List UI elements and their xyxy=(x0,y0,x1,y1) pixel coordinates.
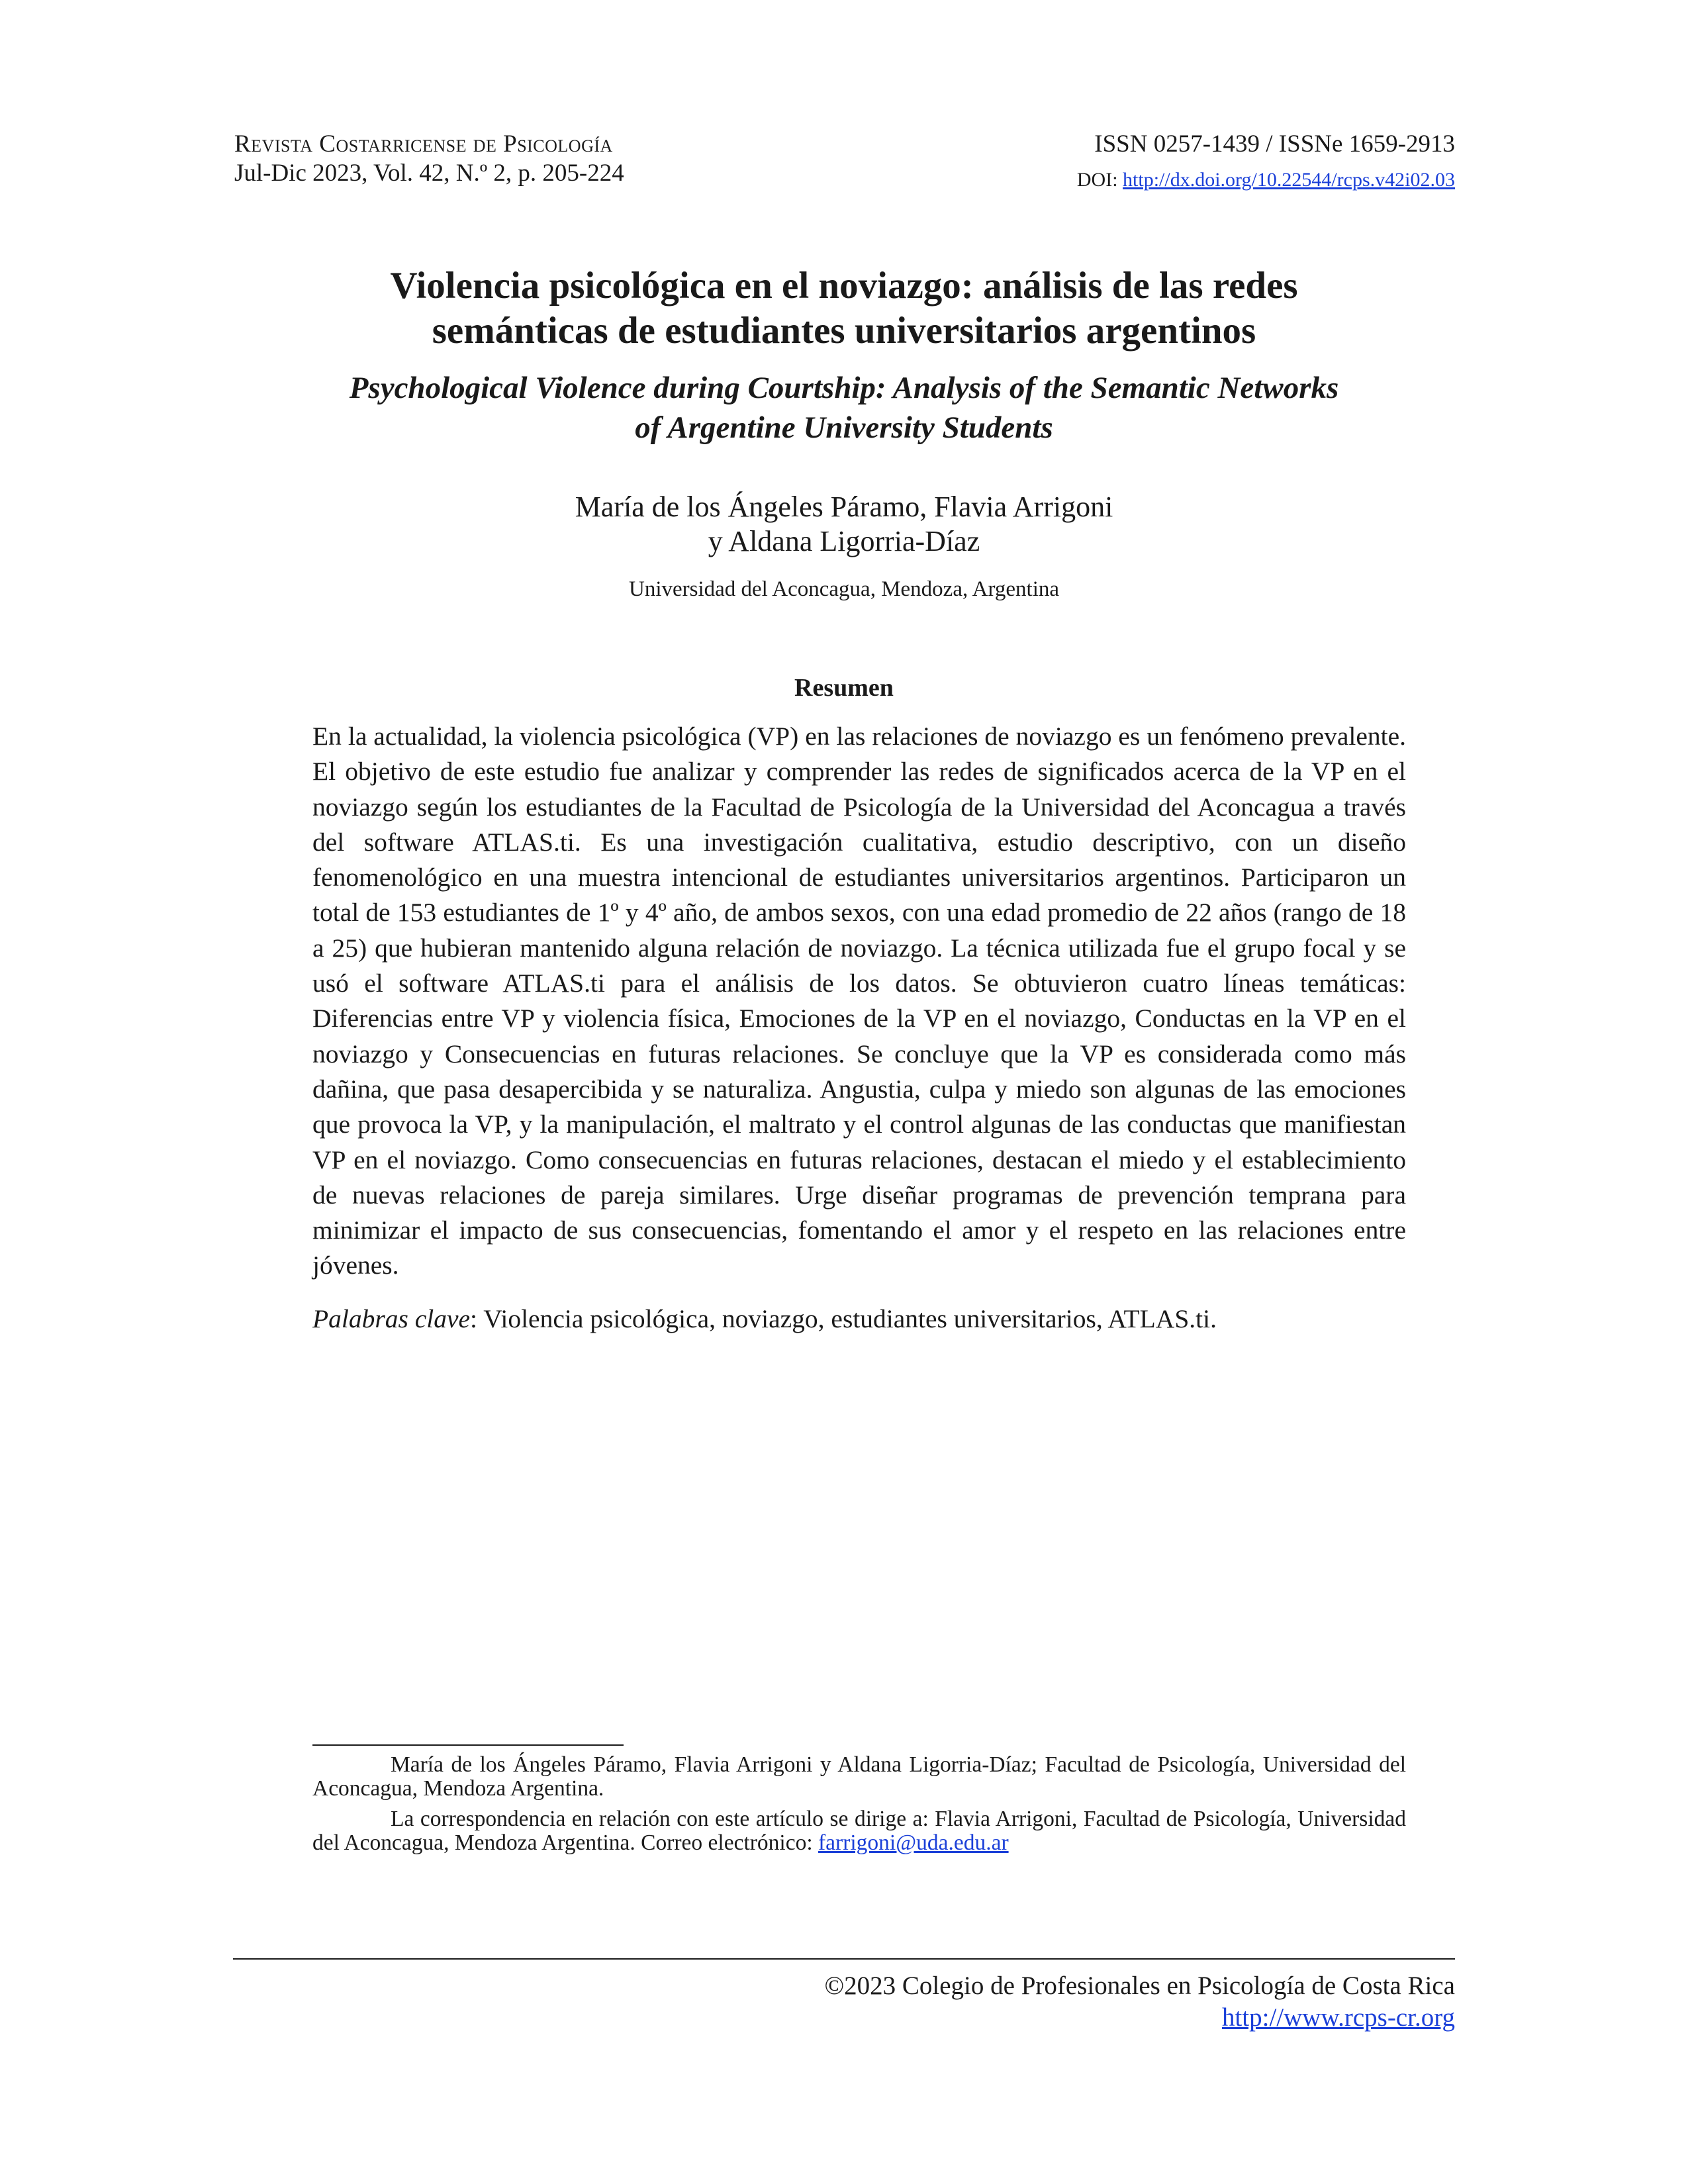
journal-name: Revista Costarricense de Psicología xyxy=(234,130,613,158)
journal-identifiers xyxy=(1077,130,1455,193)
article-title-line: Violencia psicológica en el noviazgo: análisis de las redes xyxy=(390,265,1298,307)
footnote-authors: María de los Ángeles Páramo, Flavia Arrigoni y Aldana Ligorria-Díaz; Facultad de Psicología, Universidad del Aconcagua, Mendoza Argentina. xyxy=(312,1752,1406,1801)
abstract-text: En la actualidad, la violencia psicológica (VP) en las relaciones de noviazgo es un fenómeno prevalente. El objetivo de este estudio fue analizar y comprender las redes de significados acerca de la VP en el noviazgo según los estudiantes de la Facultad de Psicología de la Universidad del Aconcagua a través del software ATLAS.ti. Es una investigación cualitativa, estudio descriptivo, con un diseño fenomenológico en una muestra intencional de estudiantes universitarios argentinos. Participaron un total de 153 estudiantes de 1º y 4º año, de ambos sexos, con una edad promedio de 22 años (rango de 18 a 25) que hubieran mantenido alguna relación de noviazgo. La técnica utilizada fue el grupo focal y se usó el software ATLAS.ti para el análisis de los datos. Se obtuvieron cuatro líneas temáticas: Diferencias entre VP y violencia física, Emociones de la VP en el noviazgo, Conductas en la VP en el noviazgo y Consecuencias en futuras relaciones. Se concluye que la VP es considerada como más dañina, que pasa desapercibida y se naturaliza. Angustia, culpa y miedo son algunas de las emociones que provoca la VP, y la manipulación, el maltrato y el control algunas de las conductas que manifiestan VP en el noviazgo. Como consecuencias en futuras relaciones, destacan el miedo y el establecimiento de nuevas relaciones de pareja similares. Urge diseñar programas de prevención temprana para minimizar el impacto de sus consecuencias, fomentando el amor y el respeto en las relaciones entre jóvenes. xyxy=(312,722,1406,1280)
page-footer xyxy=(825,1970,1455,2034)
footnote-divider xyxy=(312,1744,624,1746)
website-link[interactable]: http://www.rcps-cr.org xyxy=(1221,2003,1455,2032)
journal-header xyxy=(234,130,624,188)
english-title-line: Psychological Violence during Courtship: Analysis of the Semantic Networks xyxy=(349,371,1339,405)
email-link[interactable]: farrigoni@uda.edu.ar xyxy=(818,1830,1009,1855)
correspondence-text: La correspondencia en relación con este artículo se dirige a: Flavia Arrigoni, Facultad de Psicología, Universidad del Aconcagua, Mendoza Argentina. Correo electrónico: xyxy=(312,1807,1406,1855)
keywords-label: Palabras clave xyxy=(312,1304,471,1333)
authors xyxy=(0,490,1688,559)
abstract-heading: Resumen xyxy=(794,674,894,702)
english-title xyxy=(0,368,1688,448)
footnote-correspondence xyxy=(312,1807,1406,1855)
footnotes xyxy=(312,1753,1406,1862)
journal-issue: Jul-Dic 2023, Vol. 42, N.º 2, p. 205-224 xyxy=(234,160,624,187)
authors-line: María de los Ángeles Páramo, Flavia Arrigoni xyxy=(575,491,1113,523)
keywords-text: Violencia psicológica, noviazgo, estudiantes universitarios, ATLAS.ti. xyxy=(483,1304,1217,1333)
authors-line: y Aldana Ligorria-Díaz xyxy=(708,525,980,557)
doi xyxy=(1077,167,1455,193)
footer-divider xyxy=(233,1958,1455,1960)
issn: ISSN 0257-1439 / ISSNe 1659-2913 xyxy=(1094,130,1455,158)
doi-label: DOI: xyxy=(1076,169,1123,191)
article-title xyxy=(0,263,1688,354)
article-title-line: semánticas de estudiantes universitarios argentinos xyxy=(432,310,1256,352)
copyright: ©2023 Colegio de Profesionales en Psicología de Costa Rica xyxy=(824,1971,1455,2000)
keywords-separator: : xyxy=(470,1304,484,1333)
keywords xyxy=(312,1302,1406,1337)
affiliation: Universidad del Aconcagua, Mendoza, Argentina xyxy=(628,577,1060,601)
doi-link[interactable]: http://dx.doi.org/10.22544/rcps.v42i02.03 xyxy=(1123,169,1455,191)
english-title-line: of Argentine University Students xyxy=(635,410,1053,445)
